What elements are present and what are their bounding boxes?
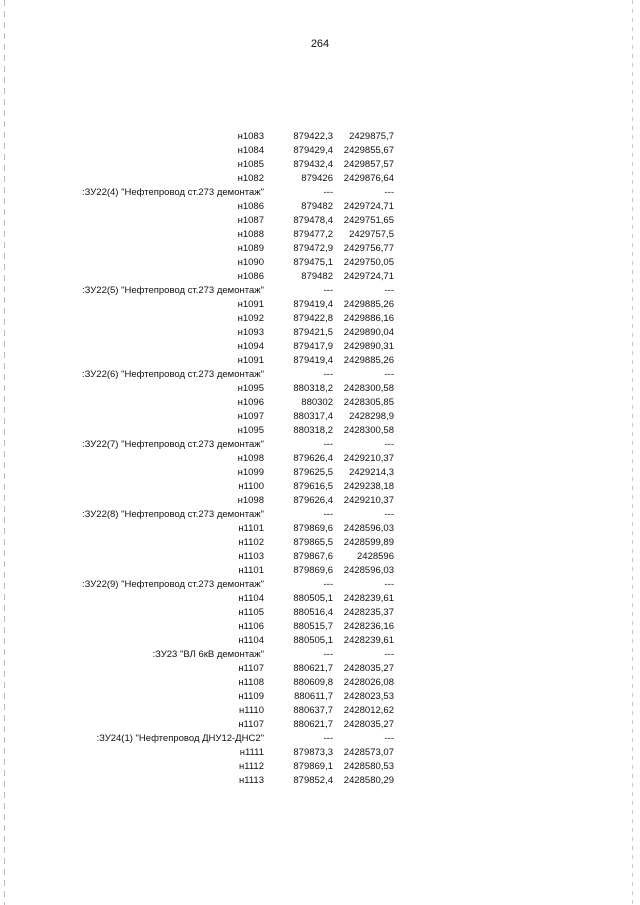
x-coordinate: 880505,1 xyxy=(293,635,333,646)
x-coordinate: --- xyxy=(323,733,333,744)
x-coordinate: 879616,5 xyxy=(293,481,333,492)
y-coordinate: 2429756,77 xyxy=(343,243,394,254)
y-coordinate: 2429890,04 xyxy=(343,327,394,338)
y-coordinate: 2429724,71 xyxy=(343,271,394,282)
coordinate-row xyxy=(0,760,640,774)
point-id: н1098 xyxy=(237,495,264,506)
x-coordinate: 879852,4 xyxy=(293,775,333,786)
y-coordinate: 2429757,5 xyxy=(349,229,394,240)
y-coordinate: 2428298,9 xyxy=(349,411,394,422)
y-coordinate: 2429885,26 xyxy=(343,355,394,366)
coordinate-row xyxy=(0,144,640,158)
point-id: н1106 xyxy=(238,621,264,632)
y-coordinate: 2429855,67 xyxy=(343,145,394,156)
y-coordinate: 2428580,53 xyxy=(343,761,394,772)
y-coordinate: --- xyxy=(384,439,394,450)
y-coordinate: 2429238,18 xyxy=(343,481,394,492)
x-coordinate: 880318,2 xyxy=(293,425,333,436)
coordinate-row xyxy=(0,354,640,368)
parcel-header-row xyxy=(0,284,640,298)
x-coordinate: 879478,4 xyxy=(293,215,333,226)
coordinate-row xyxy=(0,270,640,284)
x-coordinate: 879426 xyxy=(301,173,333,184)
point-id: н1101 xyxy=(238,523,264,534)
y-coordinate: 2428573,07 xyxy=(343,747,394,758)
y-coordinate: --- xyxy=(384,649,394,660)
point-id: н1094 xyxy=(237,341,264,352)
coordinate-row xyxy=(0,634,640,648)
y-coordinate: 2428035,27 xyxy=(343,719,394,730)
parcel-header-row xyxy=(0,578,640,592)
coordinate-row xyxy=(0,228,640,242)
x-coordinate: --- xyxy=(323,579,333,590)
parcel-label: :ЗУ22(6) "Нефтепровод ст.273 демонтаж" xyxy=(81,369,264,380)
y-coordinate: 2429210,37 xyxy=(343,453,394,464)
x-coordinate: --- xyxy=(323,439,333,450)
y-coordinate: 2429750,05 xyxy=(343,257,394,268)
y-coordinate: 2428236,16 xyxy=(343,621,394,632)
coordinate-row xyxy=(0,690,640,704)
point-id: н1089 xyxy=(237,243,264,254)
y-coordinate: 2428596,03 xyxy=(343,565,394,576)
coordinate-row xyxy=(0,564,640,578)
point-id: н1092 xyxy=(237,313,264,324)
parcel-label: :ЗУ24(1) "Нефтепровод ДНУ12-ДНС2" xyxy=(96,733,264,744)
y-coordinate: --- xyxy=(384,579,394,590)
y-coordinate: --- xyxy=(384,509,394,520)
point-id: н1083 xyxy=(237,131,264,142)
parcel-label: :ЗУ22(4) "Нефтепровод ст.273 демонтаж" xyxy=(81,187,264,198)
coordinate-row xyxy=(0,242,640,256)
x-coordinate: 879867,6 xyxy=(293,551,333,562)
coordinate-row xyxy=(0,396,640,410)
x-coordinate: --- xyxy=(323,369,333,380)
x-coordinate: 880611,7 xyxy=(294,691,333,702)
coordinate-row xyxy=(0,494,640,508)
x-coordinate: 879626,4 xyxy=(293,453,333,464)
parcel-label: :ЗУ22(8) "Нефтепровод ст.273 демонтаж" xyxy=(81,509,264,520)
coordinate-row xyxy=(0,704,640,718)
point-id: н1087 xyxy=(237,215,264,226)
coordinate-row xyxy=(0,326,640,340)
coordinate-row xyxy=(0,522,640,536)
point-id: н1086 xyxy=(237,201,264,212)
coordinate-row xyxy=(0,256,640,270)
x-coordinate: 880609,8 xyxy=(293,677,333,688)
x-coordinate: 879477,2 xyxy=(293,229,333,240)
x-coordinate: 879869,6 xyxy=(293,565,333,576)
parcel-header-row xyxy=(0,648,640,662)
x-coordinate: --- xyxy=(323,285,333,296)
x-coordinate: 879865,5 xyxy=(293,537,333,548)
point-id: н1088 xyxy=(237,229,264,240)
x-coordinate: 879475,1 xyxy=(293,257,333,268)
point-id: н1101 xyxy=(238,565,264,576)
point-id: н1110 xyxy=(239,705,264,716)
x-coordinate: 879482 xyxy=(301,271,333,282)
parcel-header-row xyxy=(0,368,640,382)
x-coordinate: --- xyxy=(323,649,333,660)
point-id: н1096 xyxy=(237,397,264,408)
x-coordinate: 880621,7 xyxy=(293,663,333,674)
point-id: н1084 xyxy=(237,145,264,156)
coordinate-row xyxy=(0,662,640,676)
point-id: н1107 xyxy=(238,719,264,730)
coordinate-row xyxy=(0,718,640,732)
coordinate-row xyxy=(0,298,640,312)
y-coordinate: 2428599,89 xyxy=(343,537,394,548)
point-id: н1095 xyxy=(237,383,264,394)
point-id: н1108 xyxy=(238,677,264,688)
x-coordinate: 879429,4 xyxy=(293,145,333,156)
point-id: н1086 xyxy=(237,271,264,282)
point-id: н1091 xyxy=(237,355,264,366)
x-coordinate: 880317,4 xyxy=(293,411,333,422)
x-coordinate: 879482 xyxy=(301,201,333,212)
y-coordinate: 2428235,37 xyxy=(343,607,394,618)
y-coordinate: 2428012,62 xyxy=(343,705,394,716)
parcel-header-row xyxy=(0,508,640,522)
y-coordinate: 2429886,16 xyxy=(343,313,394,324)
x-coordinate: 880318,2 xyxy=(293,383,333,394)
parcel-label: :ЗУ22(5) "Нефтепровод ст.273 демонтаж" xyxy=(81,285,264,296)
coordinate-row xyxy=(0,382,640,396)
x-coordinate: --- xyxy=(323,509,333,520)
point-id: н1095 xyxy=(237,425,264,436)
x-coordinate: --- xyxy=(323,187,333,198)
coordinate-row xyxy=(0,746,640,760)
y-coordinate: --- xyxy=(384,285,394,296)
y-coordinate: 2428596 xyxy=(357,551,394,562)
coordinate-row xyxy=(0,592,640,606)
coordinate-row xyxy=(0,312,640,326)
point-id: н1090 xyxy=(237,257,264,268)
page-number: 264 xyxy=(310,38,330,50)
y-coordinate: 2429876,64 xyxy=(343,173,394,184)
point-id: н1104 xyxy=(238,635,264,646)
coordinate-row xyxy=(0,550,640,564)
coordinate-row xyxy=(0,774,640,788)
x-coordinate: 879869,6 xyxy=(293,523,333,534)
point-id: н1099 xyxy=(237,467,264,478)
y-coordinate: 2428026,08 xyxy=(343,677,394,688)
coordinate-row xyxy=(0,452,640,466)
point-id: н1113 xyxy=(239,775,264,786)
point-id: н1102 xyxy=(238,537,264,548)
point-id: н1112 xyxy=(239,761,264,772)
coordinate-row xyxy=(0,158,640,172)
x-coordinate: 879422,8 xyxy=(293,313,333,324)
coordinate-table xyxy=(0,130,640,788)
y-coordinate: 2428300,58 xyxy=(343,425,394,436)
coordinate-row xyxy=(0,606,640,620)
y-coordinate: 2428239,61 xyxy=(343,593,394,604)
x-coordinate: 880515,7 xyxy=(293,621,333,632)
point-id: н1105 xyxy=(238,607,264,618)
parcel-label: :ЗУ22(7) "Нефтепровод ст.273 демонтаж" xyxy=(81,439,264,450)
y-coordinate: 2429857,57 xyxy=(343,159,394,170)
y-coordinate: 2429890,31 xyxy=(343,341,394,352)
x-coordinate: 879626,4 xyxy=(293,495,333,506)
point-id: н1109 xyxy=(238,691,264,702)
coordinate-row xyxy=(0,172,640,186)
coordinate-row xyxy=(0,424,640,438)
parcel-header-row xyxy=(0,438,640,452)
y-coordinate: 2428580,29 xyxy=(343,775,394,786)
coordinate-row xyxy=(0,340,640,354)
y-coordinate: 2428305,85 xyxy=(343,397,394,408)
point-id: н1091 xyxy=(237,299,264,310)
x-coordinate: 880621,7 xyxy=(293,719,333,730)
x-coordinate: 879625,5 xyxy=(293,467,333,478)
x-coordinate: 879869,1 xyxy=(293,761,333,772)
y-coordinate: --- xyxy=(384,187,394,198)
y-coordinate: 2429724,71 xyxy=(343,201,394,212)
point-id: н1093 xyxy=(237,327,264,338)
coordinate-row xyxy=(0,410,640,424)
x-coordinate: 880505,1 xyxy=(293,593,333,604)
coordinate-row xyxy=(0,480,640,494)
x-coordinate: 879417,9 xyxy=(293,341,333,352)
point-id: н1111 xyxy=(239,747,264,758)
point-id: н1097 xyxy=(237,411,264,422)
y-coordinate: 2429210,37 xyxy=(343,495,394,506)
parcel-label: :ЗУ23 "ВЛ 6кВ демонтаж" xyxy=(152,649,264,660)
x-coordinate: 879419,4 xyxy=(293,299,333,310)
y-coordinate: --- xyxy=(384,369,394,380)
x-coordinate: 879421,5 xyxy=(293,327,333,338)
x-coordinate: 880302 xyxy=(301,397,333,408)
coordinate-row xyxy=(0,200,640,214)
point-id: н1107 xyxy=(238,663,264,674)
y-coordinate: --- xyxy=(384,733,394,744)
x-coordinate: 880516,4 xyxy=(293,607,333,618)
point-id: н1100 xyxy=(238,481,264,492)
coordinate-row xyxy=(0,130,640,144)
y-coordinate: 2428596,03 xyxy=(343,523,394,534)
point-id: н1082 xyxy=(237,173,264,184)
coordinate-row xyxy=(0,676,640,690)
parcel-label: :ЗУ22(9) "Нефтепровод ст.273 демонтаж" xyxy=(81,579,264,590)
y-coordinate: 2429885,26 xyxy=(343,299,394,310)
y-coordinate: 2428023,53 xyxy=(343,691,394,702)
x-coordinate: 879422,3 xyxy=(293,131,333,142)
coordinate-row xyxy=(0,536,640,550)
x-coordinate: 879419,4 xyxy=(293,355,333,366)
parcel-header-row xyxy=(0,186,640,200)
y-coordinate: 2428239,61 xyxy=(343,635,394,646)
x-coordinate: 879873,3 xyxy=(293,747,333,758)
y-coordinate: 2428300,58 xyxy=(343,383,394,394)
point-id: н1103 xyxy=(238,551,264,562)
point-id: н1085 xyxy=(237,159,264,170)
coordinate-row xyxy=(0,214,640,228)
y-coordinate: 2429214,3 xyxy=(349,467,394,478)
x-coordinate: 879432,4 xyxy=(293,159,333,170)
coordinate-row xyxy=(0,620,640,634)
y-coordinate: 2429751,65 xyxy=(343,215,394,226)
point-id: н1098 xyxy=(237,453,264,464)
parcel-header-row xyxy=(0,732,640,746)
x-coordinate: 879472,9 xyxy=(293,243,333,254)
y-coordinate: 2428035,27 xyxy=(343,663,394,674)
point-id: н1104 xyxy=(238,593,264,604)
y-coordinate: 2429875,7 xyxy=(349,131,394,142)
coordinate-row xyxy=(0,466,640,480)
x-coordinate: 880637,7 xyxy=(293,705,333,716)
